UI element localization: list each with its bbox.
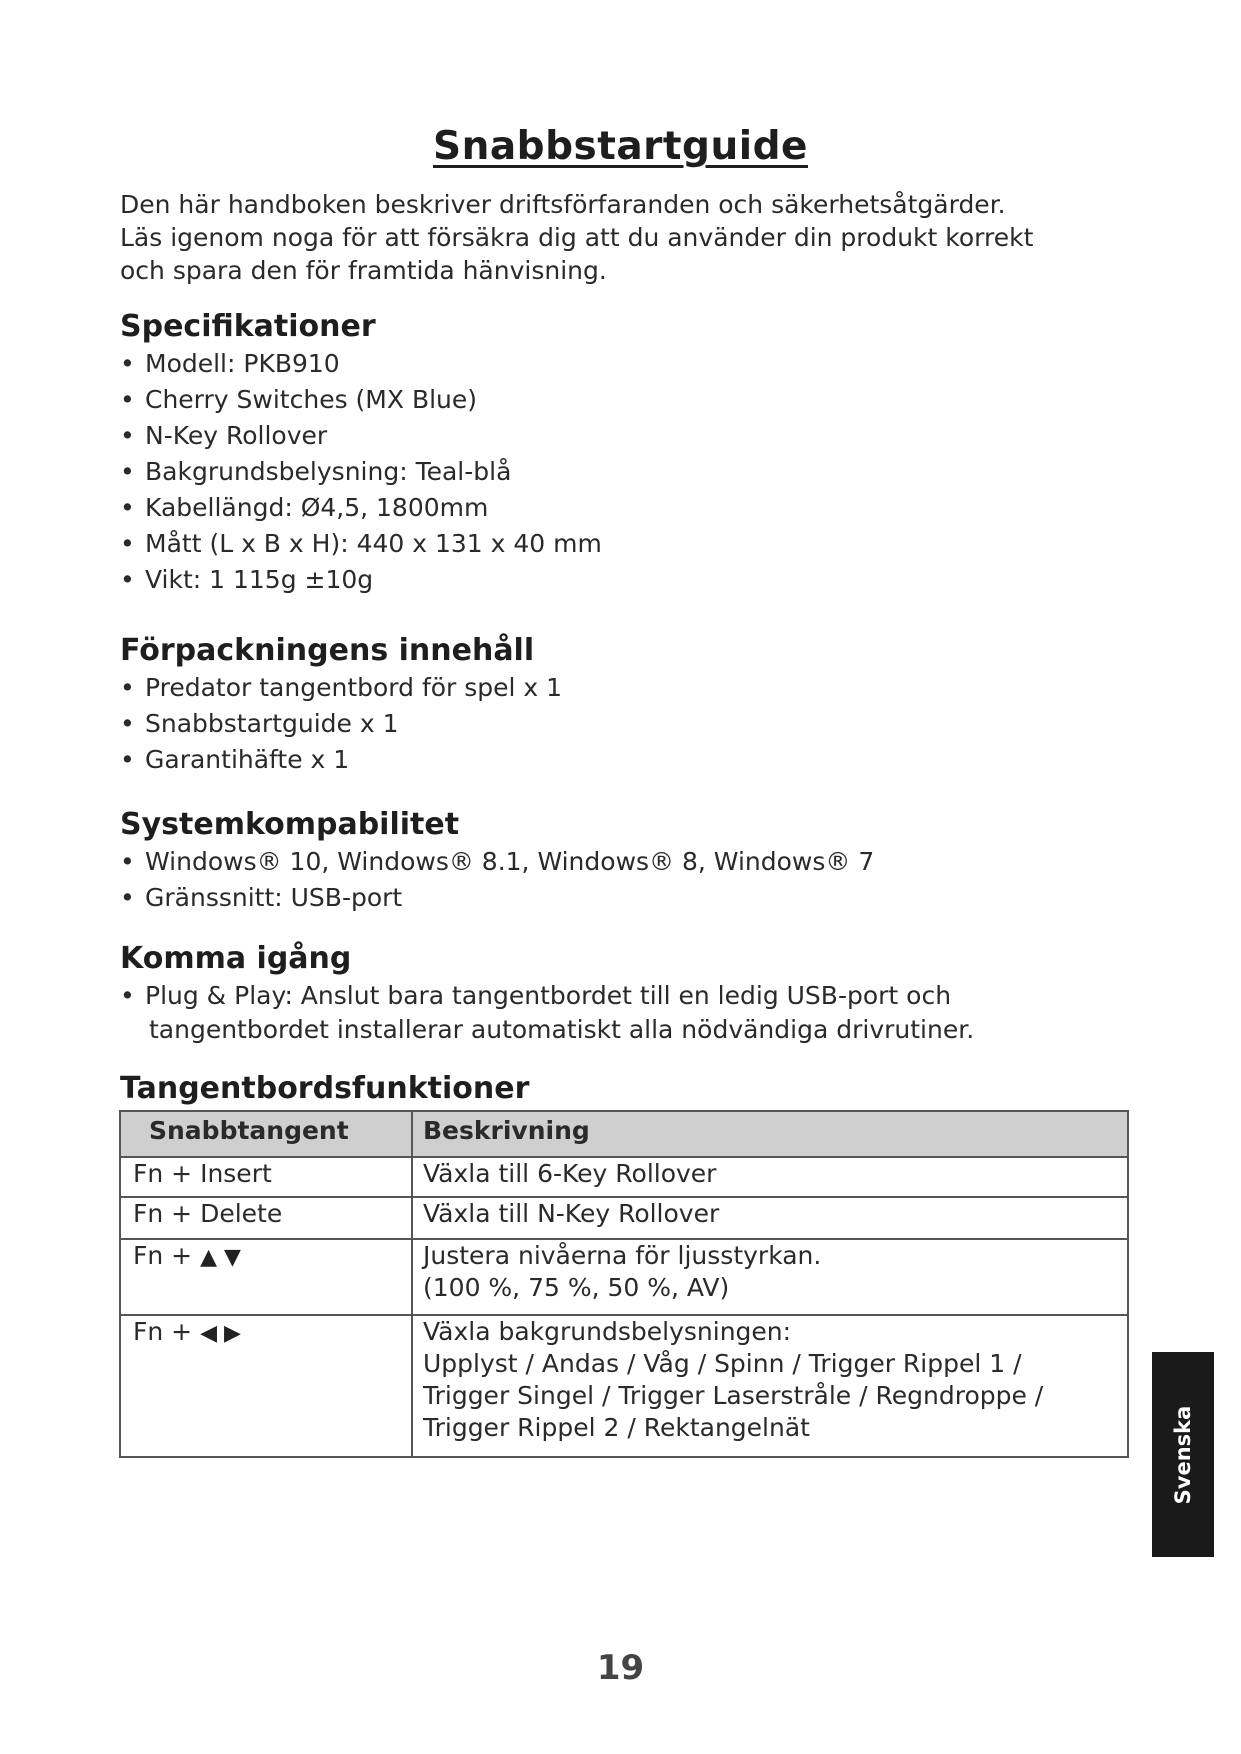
package-contents-section — [120, 632, 1130, 778]
description-line: Upplyst / Andas / Våg / Spinn / Trigger Rippel 1 / — [423, 1349, 1022, 1378]
page-title: Snabbstartguide — [433, 124, 808, 169]
description-line: Trigger Singel / Trigger Laserstråle / Regndroppe / — [423, 1381, 1044, 1410]
description-line: Växla bakgrundsbelysningen: — [423, 1317, 792, 1346]
description-line: Trigger Rippel 2 / Rektangelnät — [423, 1413, 810, 1442]
specifications-section — [120, 308, 1130, 598]
package-contents-list — [120, 670, 1130, 778]
intro-line: Den här handboken beskriver driftsförfaranden och säkerhetsåtgärder. — [120, 190, 1006, 219]
hotkey-cell: Fn + Delete — [120, 1197, 412, 1239]
specifications-list — [120, 346, 1130, 598]
description-cell — [412, 1239, 1128, 1315]
list-item: • Cherry Switches (MX Blue) — [120, 382, 1130, 418]
list-item — [120, 978, 1130, 1046]
hotkey-label: Fn + — [133, 1317, 193, 1346]
getting-started-list — [120, 978, 1130, 1046]
table-header-row — [120, 1111, 1128, 1157]
package-contents-heading: Förpackningens innehåll — [120, 633, 535, 668]
column-header-hotkey: Snabbtangent — [120, 1111, 412, 1157]
list-item: • Snabbstartguide x 1 — [120, 706, 1130, 742]
hotkey-cell — [120, 1315, 412, 1457]
left-right-arrow-icon: ◀ ▶ — [200, 1321, 241, 1346]
system-compatibility-heading: Systemkompabilitet — [120, 807, 460, 842]
intro-line: och spara den för framtida hänvisning. — [120, 256, 607, 285]
description-cell: Växla till 6-Key Rollover — [412, 1157, 1128, 1197]
system-compatibility-section — [120, 806, 1130, 916]
description-cell: Växla till N-Key Rollover — [412, 1197, 1128, 1239]
list-item: • Garantihäfte x 1 — [120, 742, 1130, 778]
table-row — [120, 1315, 1128, 1457]
keyboard-functions-heading: Tangentbordsfunktioner — [120, 1071, 530, 1106]
hotkey-label: Fn + — [133, 1241, 193, 1270]
description-line: Justera nivåerna för ljusstyrkan. — [423, 1241, 822, 1270]
list-item: • Gränssnitt: USB-port — [120, 880, 1130, 916]
hotkey-table — [119, 1110, 1129, 1458]
hotkey-cell — [120, 1239, 412, 1315]
list-item: • Kabellängd: Ø4,5, 1800mm — [120, 490, 1130, 526]
hotkey-cell: Fn + Insert — [120, 1157, 412, 1197]
list-item: • Bakgrundsbelysning: Teal-blå — [120, 454, 1130, 490]
list-item: • N-Key Rollover — [120, 418, 1130, 454]
language-side-tab — [1152, 1352, 1214, 1557]
getting-started-section — [120, 940, 1130, 1046]
system-compatibility-list — [120, 844, 1130, 916]
intro-paragraph — [120, 188, 1150, 287]
table-row — [120, 1157, 1128, 1197]
list-item: • Mått (L x B x H): 440 x 131 x 40 mm — [120, 526, 1130, 562]
description-cell — [412, 1315, 1128, 1457]
language-label: Svenska — [1171, 1405, 1195, 1504]
up-down-arrow-icon: ▲ ▼ — [200, 1245, 241, 1270]
description-line: (100 %, 75 %, 50 %, AV) — [423, 1273, 730, 1302]
page-number: 19 — [596, 1648, 645, 1688]
specifications-heading: Specifikationer — [120, 309, 376, 344]
getting-started-heading: Komma igång — [120, 941, 352, 976]
list-item: • Modell: PKB910 — [120, 346, 1130, 382]
intro-line: Läs igenom noga för att försäkra dig att du använder din produkt korrekt — [120, 223, 1034, 252]
list-item: • Predator tangentbord för spel x 1 — [120, 670, 1130, 706]
keyboard-functions-section — [120, 1070, 1130, 1108]
column-header-description: Beskrivning — [412, 1111, 1128, 1157]
list-item: • Vikt: 1 115g ±10g — [120, 562, 1130, 598]
list-item: • Windows® 10, Windows® 8.1, Windows® 8, Windows® 7 — [120, 844, 1130, 880]
list-item-line: Plug & Play: Anslut bara tangentbordet till en ledig USB-port och — [145, 981, 952, 1010]
table-row — [120, 1197, 1128, 1239]
table-row — [120, 1239, 1128, 1315]
list-item-line: tangentbordet installerar automatiskt alla nödvändiga drivrutiner. — [149, 1015, 975, 1044]
